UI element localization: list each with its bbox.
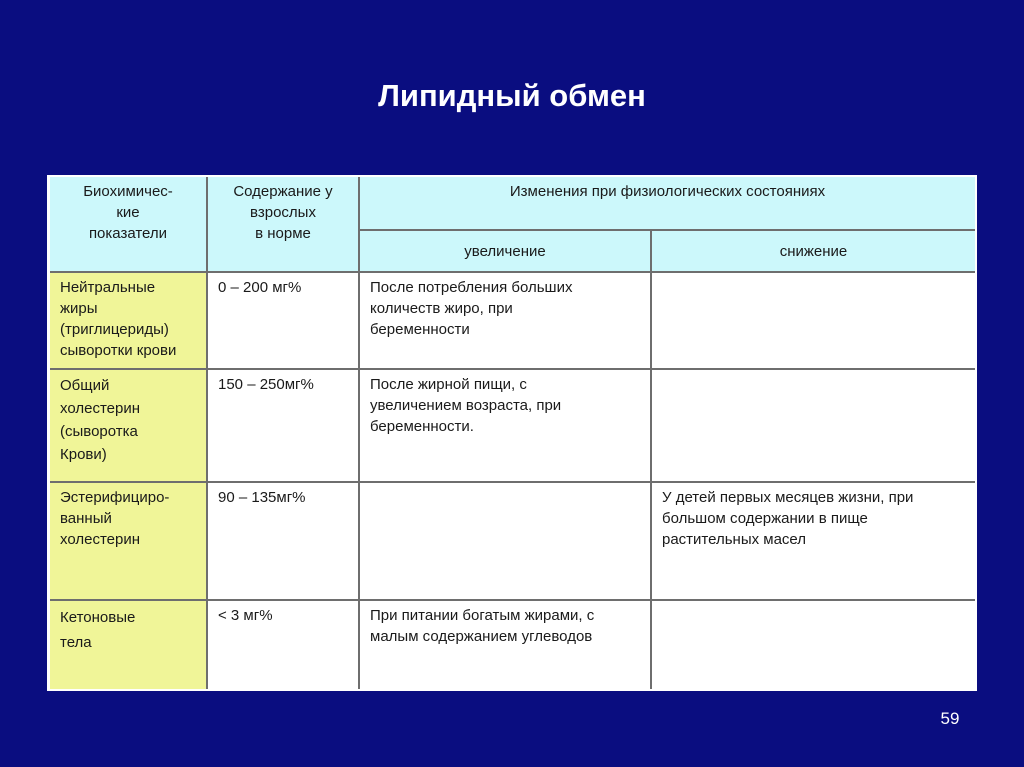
header-adult-norm: Содержание у взрослых в норме bbox=[207, 177, 359, 272]
increase-cell: После жирной пищи, с увеличением возраста, при беременности. bbox=[359, 369, 651, 482]
indicator-cell: Кетоновые тела bbox=[50, 600, 207, 689]
indicator-cell: Эстерифициро- ванный холестерин bbox=[50, 482, 207, 600]
indicator-cell: Нейтральные жиры (триглицериды) сыворотки крови bbox=[50, 272, 207, 369]
header-physiological-changes: Изменения при физиологических состояниях bbox=[359, 177, 975, 230]
table-row bbox=[50, 369, 975, 482]
table-row bbox=[50, 600, 975, 689]
decrease-cell: У детей первых месяцев жизни, при большом содержании в пище растительных масел bbox=[651, 482, 975, 600]
header-decrease: снижение bbox=[651, 230, 975, 272]
table-row bbox=[50, 272, 975, 369]
increase-cell bbox=[359, 482, 651, 600]
header-increase: увеличение bbox=[359, 230, 651, 272]
table-row bbox=[50, 482, 975, 600]
norm-cell: 0 – 200 мг% bbox=[207, 272, 359, 369]
lipid-metabolism-table bbox=[50, 177, 975, 689]
increase-cell: После потребления больших количеств жиро, при беременности bbox=[359, 272, 651, 369]
norm-cell: 150 – 250мг% bbox=[207, 369, 359, 482]
norm-cell: 90 – 135мг% bbox=[207, 482, 359, 600]
header-indicators: Биохимичес- кие показатели bbox=[50, 177, 207, 272]
slide-title: Липидный обмен bbox=[378, 78, 646, 113]
decrease-cell bbox=[651, 600, 975, 689]
indicator-cell: Общий холестерин (сыворотка Крови) bbox=[50, 369, 207, 482]
decrease-cell bbox=[651, 369, 975, 482]
page-number: 59 bbox=[940, 709, 960, 728]
norm-cell: < 3 мг% bbox=[207, 600, 359, 689]
lipid-table-frame bbox=[47, 175, 977, 691]
increase-cell: При питании богатым жирами, с малым содержанием углеводов bbox=[359, 600, 651, 689]
decrease-cell bbox=[651, 272, 975, 369]
